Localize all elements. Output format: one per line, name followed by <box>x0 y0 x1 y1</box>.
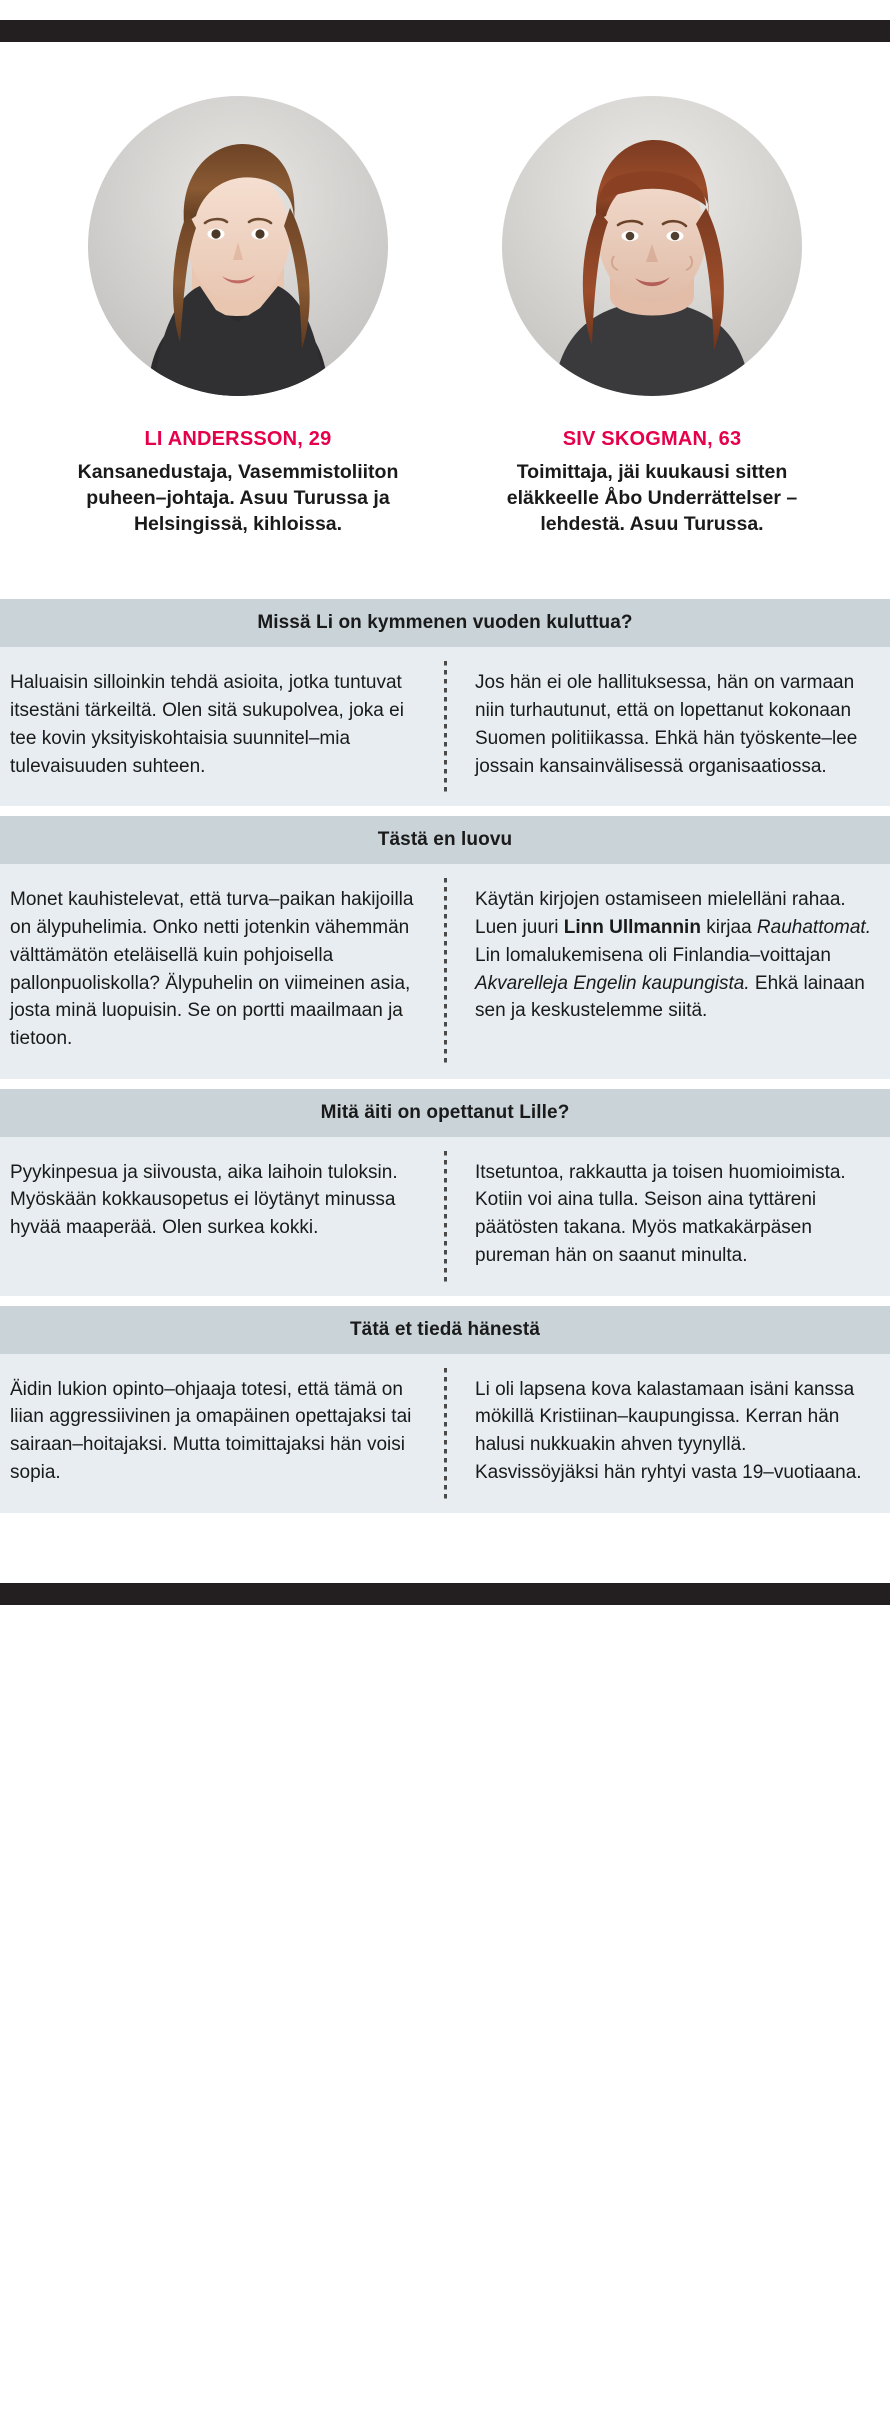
answer-row-3 <box>0 1137 890 1296</box>
person-name: SIV SKOGMAN, 63 <box>562 428 742 450</box>
answer-row-1 <box>0 647 890 806</box>
column-divider <box>444 661 447 792</box>
portrait-siv-skogman <box>502 96 802 396</box>
column-divider <box>444 878 447 1064</box>
question-header-1: Missä Li on kymmenen vuoden kuluttua? <box>0 599 890 647</box>
answer-text-run: Rauhattomat. <box>756 917 871 939</box>
person-description: Toimittaja, jäi kuukausi sitten eläkkeelle Åbo Underrättelser –lehdestä. Asuu Turussa. <box>506 461 798 536</box>
answer-right-4: Li oli lapsena kova kalastamaan isäni kanssa mökillä Kristiinan–kaupungissa. Kerran hän halusi nukkuakin ahven tyynyllä. Kasvissöyjäksi hän ryhtyi vasta 19–vuotiaana. <box>475 1378 862 1483</box>
bottom-spacer <box>0 1513 890 1583</box>
person-card-left <box>62 96 414 537</box>
answer-row-4 <box>0 1354 890 1513</box>
person-card-right <box>476 96 828 537</box>
answer-left-3: Pyykinpesua ja siivousta, aika laihoin tuloksin. Myöskään kokkausopetus ei löytänyt minussa hyvää maaperää. Olen surkea kokki. <box>10 1161 398 1239</box>
bottom-rule <box>0 1583 890 1605</box>
answer-text-run: Linn Ullmannin <box>563 917 701 939</box>
answer-text-run: Käytän kirjojen ostamiseen mielelläni rahaa. Luen juuri <box>475 889 846 939</box>
column-divider <box>444 1151 447 1282</box>
question-header-4: Tätä et tiedä hänestä <box>0 1306 890 1354</box>
answer-text-run: kirjaa <box>700 917 757 939</box>
question-header-3: Mitä äiti on opettanut Lille? <box>0 1089 890 1137</box>
answer-right-2 <box>445 864 890 1078</box>
answer-right-1: Jos hän ei ole hallituksessa, hän on varmaan niin turhautunut, että on lopettanut kokonaan Suomen politiikassa. Ehkä hän työskente–lee jossain kansainvälisessä organisaatiossa. <box>475 672 858 777</box>
top-rule <box>0 20 890 42</box>
answer-text-run: Akvarelleja Engelin kaupungista. <box>475 972 750 994</box>
person-description: Kansanedustaja, Vasemmistoliiton puheen–johtaja. Asuu Turussa ja Helsingissä, kihloissa. <box>77 461 399 536</box>
portraits-row <box>0 42 890 537</box>
answer-text-run: Ehkä lainaan sen ja keskustelemme siitä. <box>475 972 865 1022</box>
row-gap <box>0 1296 890 1306</box>
answer-left-2: Monet kauhistelevat, että turva–paikan hakijoilla on älypuhelimia. Onko netti jotenkin vähemmän välttämätön eteläisellä kuin pohjoisella pallonpuoliskolla? Älypuhelin on viimeinen asia, josta minä luopuisin. Se on portti maailmaan ja tietoon. <box>10 889 414 1049</box>
row-gap <box>0 806 890 816</box>
section-spacer <box>0 537 890 599</box>
column-divider <box>444 1368 447 1499</box>
answer-row-2 <box>0 864 890 1078</box>
question-header-2: Tästä en luovu <box>0 816 890 864</box>
answer-left-4: Äidin lukion opinto–ohjaaja totesi, että tämä on liian aggressiivinen ja omapäinen opettajaksi tai sairaan–hoitajaksi. Mutta toimittajaksi hän voisi sopia. <box>10 1378 412 1483</box>
article-sheet <box>0 20 890 1605</box>
answer-left-1: Haluaisin silloinkin tehdä asioita, jotka tuntuvat itsestäni tärkeiltä. Olen sitä sukupolvea, joka ei tee kovin yksityiskohtaisia suunnitel–mia tulevaisuuden suhteen. <box>10 672 404 777</box>
portrait-li-andersson <box>88 96 388 396</box>
answer-text-run: Lin lomalukemisena oli Finlandia–voittajan <box>475 944 831 966</box>
answer-right-3: Itsetuntoa, rakkautta ja toisen huomioimista. Kotiin voi aina tulla. Seison aina tyttäreni päätösten takana. Myös matkakärpäsen pureman hän on saanut minulta. <box>475 1161 846 1266</box>
row-gap <box>0 1079 890 1089</box>
person-name: LI ANDERSSON, 29 <box>144 428 332 450</box>
